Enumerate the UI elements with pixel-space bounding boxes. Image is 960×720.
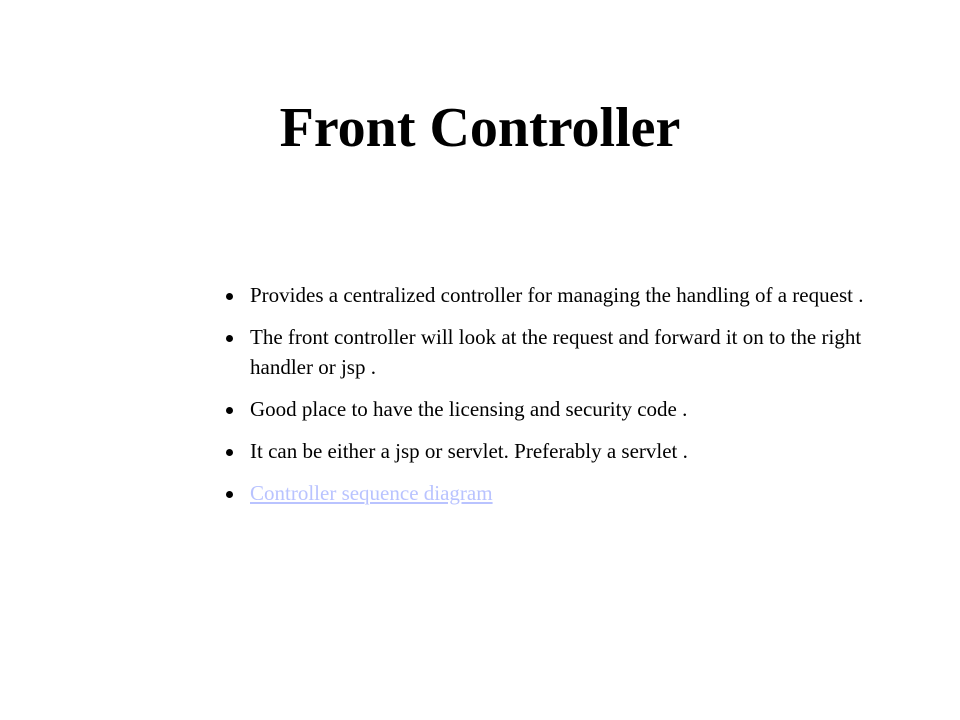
slide-title: Front Controller: [279, 97, 681, 159]
bullet-dot-icon: [226, 335, 233, 342]
bullet-dot-icon: [226, 491, 233, 498]
bullet-item: [222, 436, 882, 466]
bullet-item: [222, 280, 882, 310]
controller-sequence-diagram-link[interactable]: Controller sequence diagram: [250, 481, 493, 505]
bullet-dot-icon: [226, 293, 233, 300]
bullet-item: [222, 322, 882, 382]
bullet-list: [222, 280, 882, 520]
bullet-dot-icon: [226, 407, 233, 414]
bullet-dot-icon: [226, 449, 233, 456]
bullet-text: It can be either a jsp or servlet. Preferably a servlet .: [250, 439, 688, 463]
bullet-text: Provides a centralized controller for managing the handling of a request .: [250, 283, 864, 307]
bullet-text: The front controller will look at the request and forward it on to the right handler or jsp .: [250, 325, 862, 379]
bullet-text: Good place to have the licensing and security code .: [250, 397, 688, 421]
bullet-item: [222, 394, 882, 424]
bullet-item-link: [222, 478, 882, 508]
